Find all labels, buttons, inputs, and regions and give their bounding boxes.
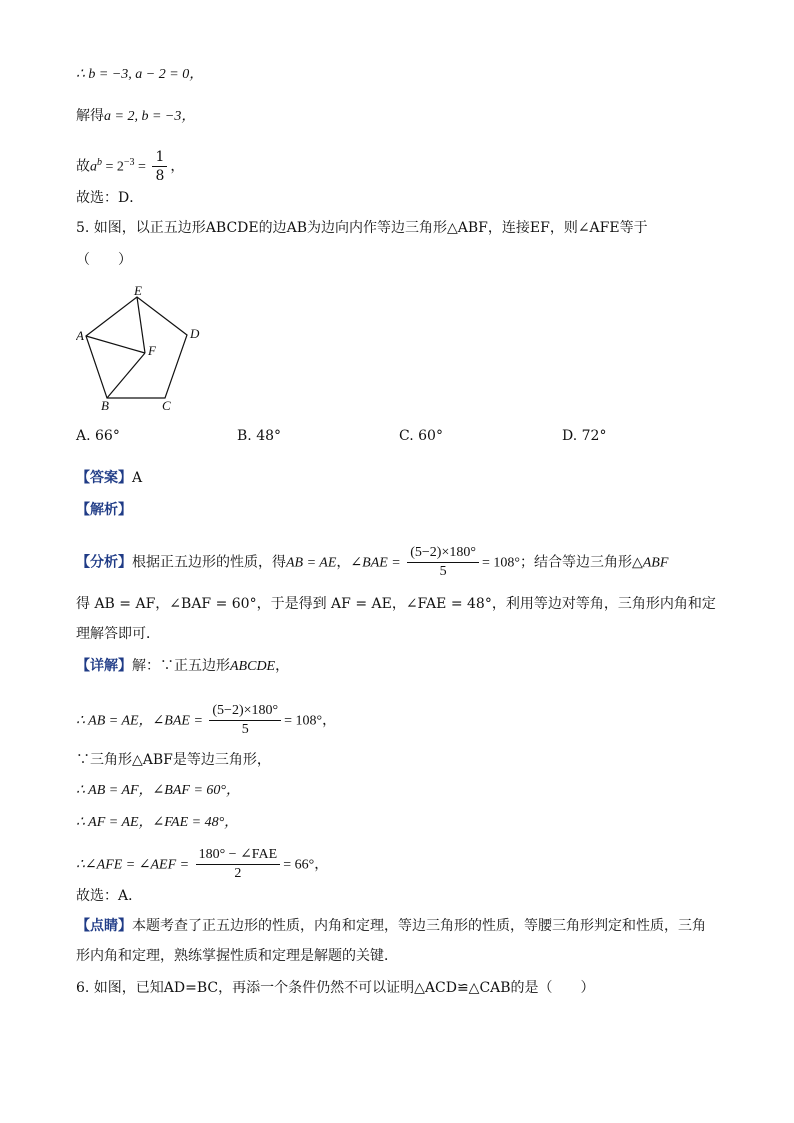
xiangjie-line-1: 【详解】解：∵正五边形ABCDE， bbox=[76, 658, 290, 674]
xiangjie-line-5: ∴ AF = AE，∠FAE = 48°， bbox=[76, 815, 239, 830]
question-6-stem: 6. 如图，已知AD=BC，再添一个条件仍然不可以证明△ACD≌△CAB的是（ ） bbox=[76, 980, 595, 996]
fraction: $\frac{1}{8}$ bbox=[152, 148, 167, 185]
dianjing-line-1: 【点睛】本题考查了正五边形的性质，内角和定理，等边三角形的性质，等腰三角形判定和性质，三角 bbox=[76, 918, 706, 934]
prev-solution-line-3: 故$a^b = 2^{-3}$ = $\frac{1}{8}$ ， bbox=[76, 149, 185, 184]
label-c: C bbox=[162, 398, 171, 413]
xiangjie-line-3: ∵三角形△ABF是等边三角形， bbox=[76, 752, 271, 768]
xiangjie-line-2: ∴ AB = AE，∠BAE = $\frac{(5-2)\times 180^\circ}{5}$ = 108°， bbox=[76, 703, 337, 737]
label-f: F bbox=[148, 343, 156, 358]
fraction: $\frac{(5-2)\times 180^\circ}{5}$ bbox=[407, 544, 479, 581]
label-b: B bbox=[101, 398, 109, 413]
segment-af bbox=[86, 336, 145, 353]
question-5-stem-cont: （ ） bbox=[76, 252, 132, 268]
option-d: D. 72° bbox=[562, 428, 607, 444]
xiangjie-line-6: ∴∠AFE = ∠AEF = $\frac{\text{180° − ∠FAE}}{2}$ = 66°， bbox=[76, 847, 329, 881]
label-d: D bbox=[190, 326, 200, 341]
xiangjie-line-7: 故选：A． bbox=[76, 888, 143, 904]
dianjing-line-2: 形内角和定理，熟练掌握性质和定理是解题的关键． bbox=[76, 948, 398, 964]
xiangjie-line-4: ∴ AB = AF，∠BAF = 60°， bbox=[76, 783, 240, 798]
pentagon-abcde bbox=[86, 297, 187, 398]
label-a: A bbox=[76, 328, 84, 343]
option-b: B. 48° bbox=[237, 428, 282, 444]
option-a: A. 66° bbox=[76, 428, 120, 444]
segment-bf bbox=[107, 353, 145, 398]
question-5-stem: 5. 如图，以正五边形ABCDE的边AB为边向内作等边三角形△ABF，连接EF，则∠AFE等于 bbox=[76, 220, 648, 236]
analysis-heading: 【解析】 bbox=[76, 502, 132, 518]
fraction: $\frac{\text{180° − ∠FAE}}{2}$ bbox=[196, 846, 281, 883]
segment-ef bbox=[137, 297, 145, 353]
label-e: E bbox=[134, 283, 142, 298]
pentagon-figure bbox=[76, 283, 216, 413]
prev-solution-line-1: ∴ b = −3, a − 2 = 0， bbox=[76, 67, 204, 82]
fenxi-line-3: 理解答即可． bbox=[76, 626, 160, 642]
fenxi-line-2: 得 AB = AF，∠BAF = 60°，于是得到 AF = AE，∠FAE = 48°，利用等边对等角，三角形内角和定 bbox=[76, 596, 716, 612]
option-c: C. 60° bbox=[399, 428, 443, 444]
fenxi-line-1: 【分析】根据正五边形的性质，得AB = AE，∠BAE = $\frac{(5-2)\times 180^\circ}{5}$ = 108°；结合等边三角形△ABF bbox=[76, 545, 669, 579]
prev-choice-line: 故选：D． bbox=[76, 190, 144, 206]
fraction: $\frac{(5-2)\times 180^\circ}{5}$ bbox=[209, 702, 281, 739]
answer-line: 【答案】A bbox=[76, 470, 143, 486]
prev-solution-line-2: 解得a = 2, b = −3， bbox=[76, 108, 196, 124]
